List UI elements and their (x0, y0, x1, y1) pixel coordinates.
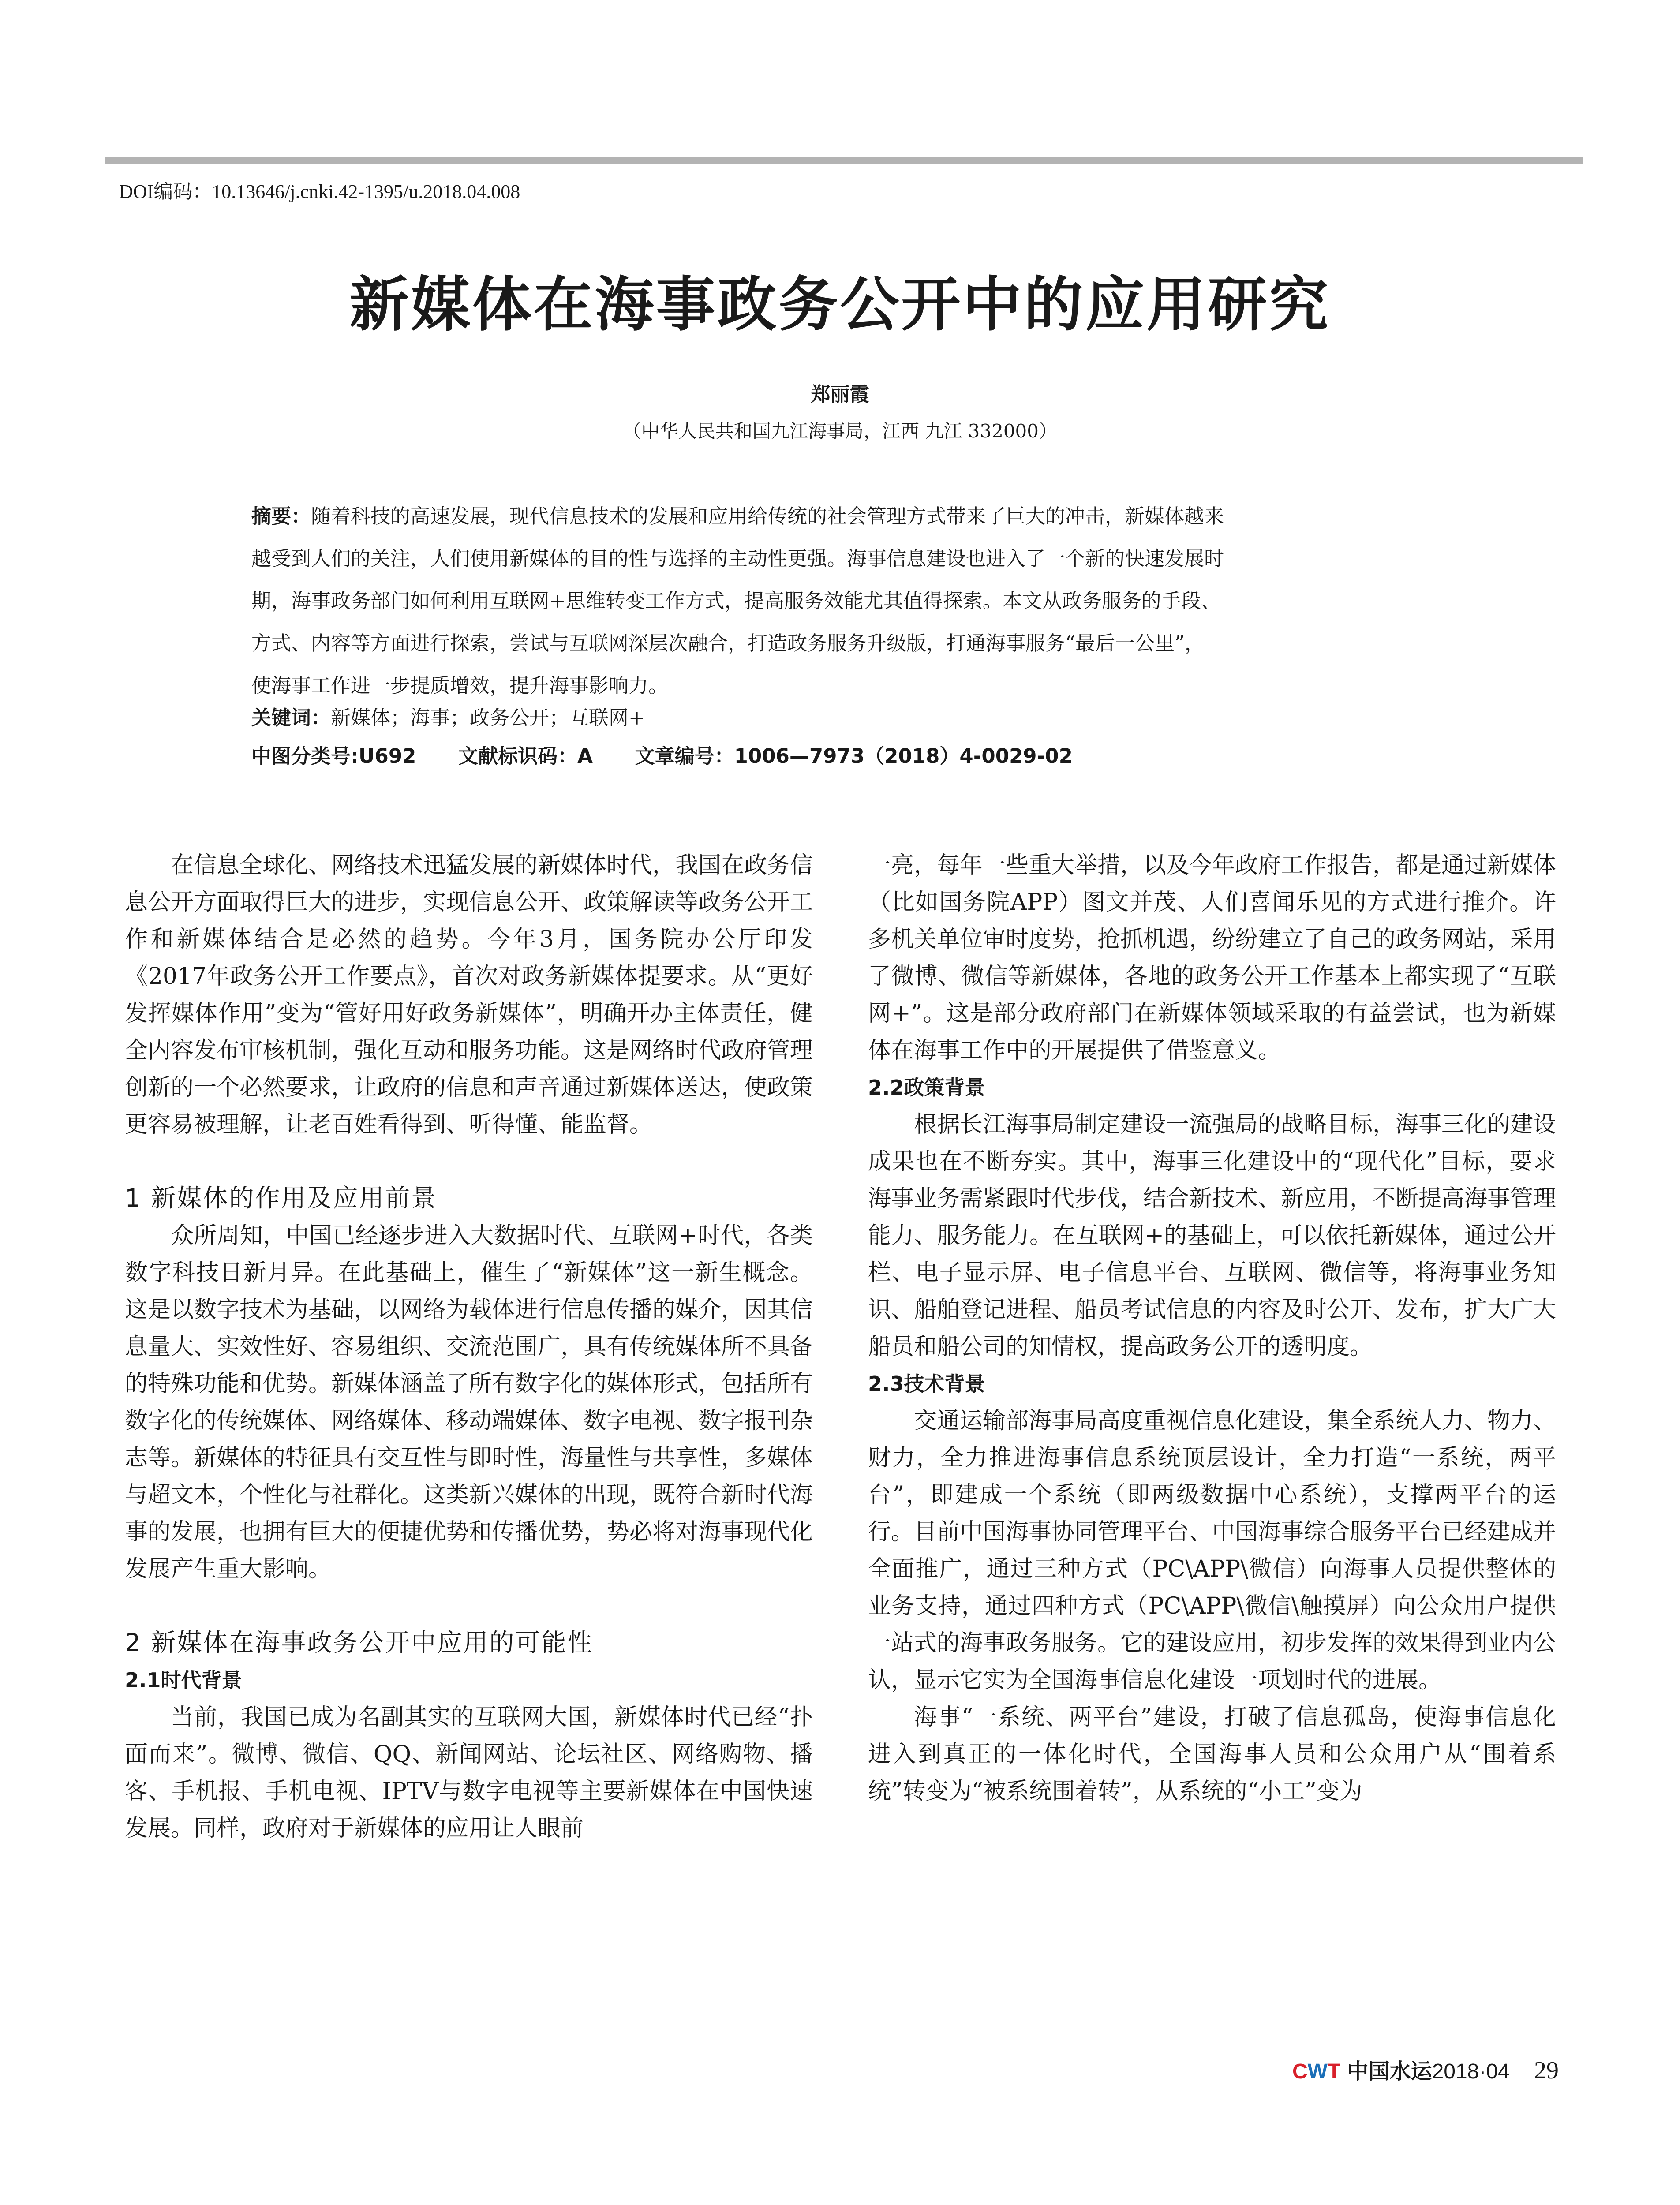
doi-line: DOI编码：10.13646/j.cnki.42-1395/u.2018.04.008 (119, 181, 520, 202)
section-2-3-paragraph: 交通运输部海事局高度重视信息化建设，集全系统人力、物力、财力，全力推进海事信息系统顶层设计，全力打造“一系统，两平台”，即建成一个系统（即两级数据中心系统），支撑两平台的运行。目前中国海事协同管理平台、中国海事综合服务平台已经建成并全面推广，通过三种方式（PC\APP\微信）向海事人员提供整体的业务支持，通过四种方式（PC\APP\微信\触摸屏）向公众用户提供一站式的海事政务服务。它的建设应用，初步发挥的效果得到业内公认，显示它实为全国海事信息化建设一项划时代的进展。 (868, 1408, 1557, 1693)
abstract-text: 随着科技的高速发展，现代信息技术的发展和应用给传统的社会管理方式带来了巨大的冲击，新媒体越来 (311, 505, 1224, 528)
section-2-2-heading: 2.2政策背景 (868, 1076, 985, 1099)
section-1-heading: 1 新媒体的作用及应用前景 (125, 1184, 438, 1213)
left-column (125, 847, 813, 1847)
abstract-line: 方式、内容等方面进行探索，尝试与互联网深层次融合，打造政务服务升级版，打通海事服务“最后一公里”， (251, 632, 1205, 655)
section-1-paragraph: 众所周知，中国已经逐步进入大数据时代、互联网+时代，各类数字科技日新月异。在此基础上，催生了“新媒体”这一新生概念。这是以数字技术为基础，以网络为载体进行信息传播的媒介，因其信息量大、实效性好、容易组织、交流范围广，具有传统媒体所不具备的特殊功能和优势。新媒体涵盖了所有数字化的媒体形式，包括所有数字化的传统媒体、网络媒体、移动端媒体、数字电视、数字报刊杂志等。新媒体的特征具有交互性与即时性，海量性与共享性，多媒体与超文本，个性化与社群化。这类新兴媒体的出现，既符合新时代海事的发展，也拥有巨大的便捷优势和传播优势，势必将对海事现代化发展产生重大影响。 (125, 1222, 813, 1582)
abstract-label: 摘要： (251, 505, 311, 528)
document-code: 文献标识码：A (458, 744, 593, 768)
author-name: 郑丽霞 (811, 383, 869, 406)
page-number: 29 (1534, 2057, 1559, 2084)
issue-number: 2018·04 (1432, 2060, 1510, 2083)
abstract-line: 期，海事政务部门如何利用互联网+思维转变工作方式，提高服务效能尤其值得探索。本文从政务服务的手段、 (251, 589, 1221, 613)
affiliation: （中华人民共和国九江海事局，江西 九江 332000） (622, 420, 1058, 442)
section-2-1-paragraph: 当前，我国已成为名副其实的互联网大国，新媒体时代已经“扑面而来”。微博、微信、QQ、新闻网站、论坛社区、网络购物、播客、手机报、手机电视、IPTV与数字电视等主要新媒体在中国快速发展。同样，政府对于新媒体的应用让人眼前 (125, 1704, 813, 1842)
page-footer (1292, 2057, 1559, 2085)
cwt-logo-c: C (1292, 2060, 1308, 2083)
section-2-heading: 2 新媒体在海事政务公开中应用的可能性 (125, 1629, 594, 1657)
abstract-line (251, 495, 1482, 538)
article-number: 文章编号：1006—7973（2018）4-0029-02 (635, 744, 1073, 768)
keywords-label: 关键词： (251, 706, 331, 729)
abstract-line: 越受到人们的关注，人们使用新媒体的目的性与选择的主动性更强。海事信息建设也进入了一个新的快速发展时 (251, 547, 1224, 570)
cwt-logo-t: T (1327, 2060, 1341, 2083)
abstract-line: 使海事工作进一步提质增效，提升海事影响力。 (251, 674, 669, 697)
keywords (251, 705, 645, 731)
section-2-1-heading: 2.1时代背景 (125, 1668, 242, 1692)
magazine-name: 中国水运 (1347, 2059, 1432, 2084)
paper-title: 新媒体在海事政务公开中的应用研究 (349, 269, 1331, 339)
right-column (868, 847, 1556, 1810)
clc-number: 中图分类号:U692 (251, 744, 416, 768)
cwt-logo-w: W (1307, 2060, 1328, 2083)
top-rule (105, 157, 1583, 164)
intro-paragraph: 在信息全球化、网络技术迅猛发展的新媒体时代，我国在政务信息公开方面取得巨大的进步，实现信息公开、政策解读等政务公开工作和新媒体结合是必然的趋势。今年3月，国务院办公厅印发《2017年政务公开工作要点》，首次对政务新媒体提要求。从“更好发挥媒体作用”变为“管好用好政务新媒体”，明确开办主体责任，健全内容发布审核机制，强化互动和服务功能。这是网络时代政府管理创新的一个必然要求，让政府的信息和声音通过新媒体送达，使政策更容易被理解，让老百姓看得到、听得懂、能监督。 (125, 852, 813, 1138)
abstract-block (251, 495, 1482, 707)
section-2-2-paragraph: 根据长江海事局制定建设一流强局的战略目标，海事三化的建设成果也在不断夯实。其中，海事三化建设中的“现代化”目标，要求海事业务需紧跟时代步伐，结合新技术、新应用，不断提高海事管理能力、服务能力。在互联网+的基础上，可以依托新媒体，通过公开栏、电子显示屏、电子信息平台、互联网、微信等，将海事业务知识、船舶登记进程、船员考试信息的内容及时公开、发布，扩大广大船员和船公司的知情权，提高政务公开的透明度。 (868, 1111, 1557, 1360)
section-2-3-heading: 2.3技术背景 (868, 1372, 985, 1396)
cwt-logo (1292, 2060, 1340, 2083)
section-2-1-paragraph-continued: 一亮，每年一些重大举措，以及今年政府工作报告，都是通过新媒体（比如国务院APP）图文并茂、人们喜闻乐见的方式进行推介。许多机关单位审时度势，抢抓机遇，纷纷建立了自己的政务网站，采用了微博、微信等新媒体，各地的政务公开工作基本上都实现了“互联网+”。这是部分政府部门在新媒体领域采取的有益尝试，也为新媒体在海事工作中的开展提供了借鉴意义。 (868, 852, 1557, 1064)
keywords-text: 新媒体；海事；政务公开；互联网+ (331, 706, 645, 729)
section-2-3-paragraph: 海事“一系统、两平台”建设，打破了信息孤岛，使海事信息化进入到真正的一体化时代，全国海事人员和公众用户从“围着系统”转变为“被系统围着转”，从系统的“小工”变为 (868, 1704, 1556, 1805)
classification-line (251, 743, 1108, 770)
